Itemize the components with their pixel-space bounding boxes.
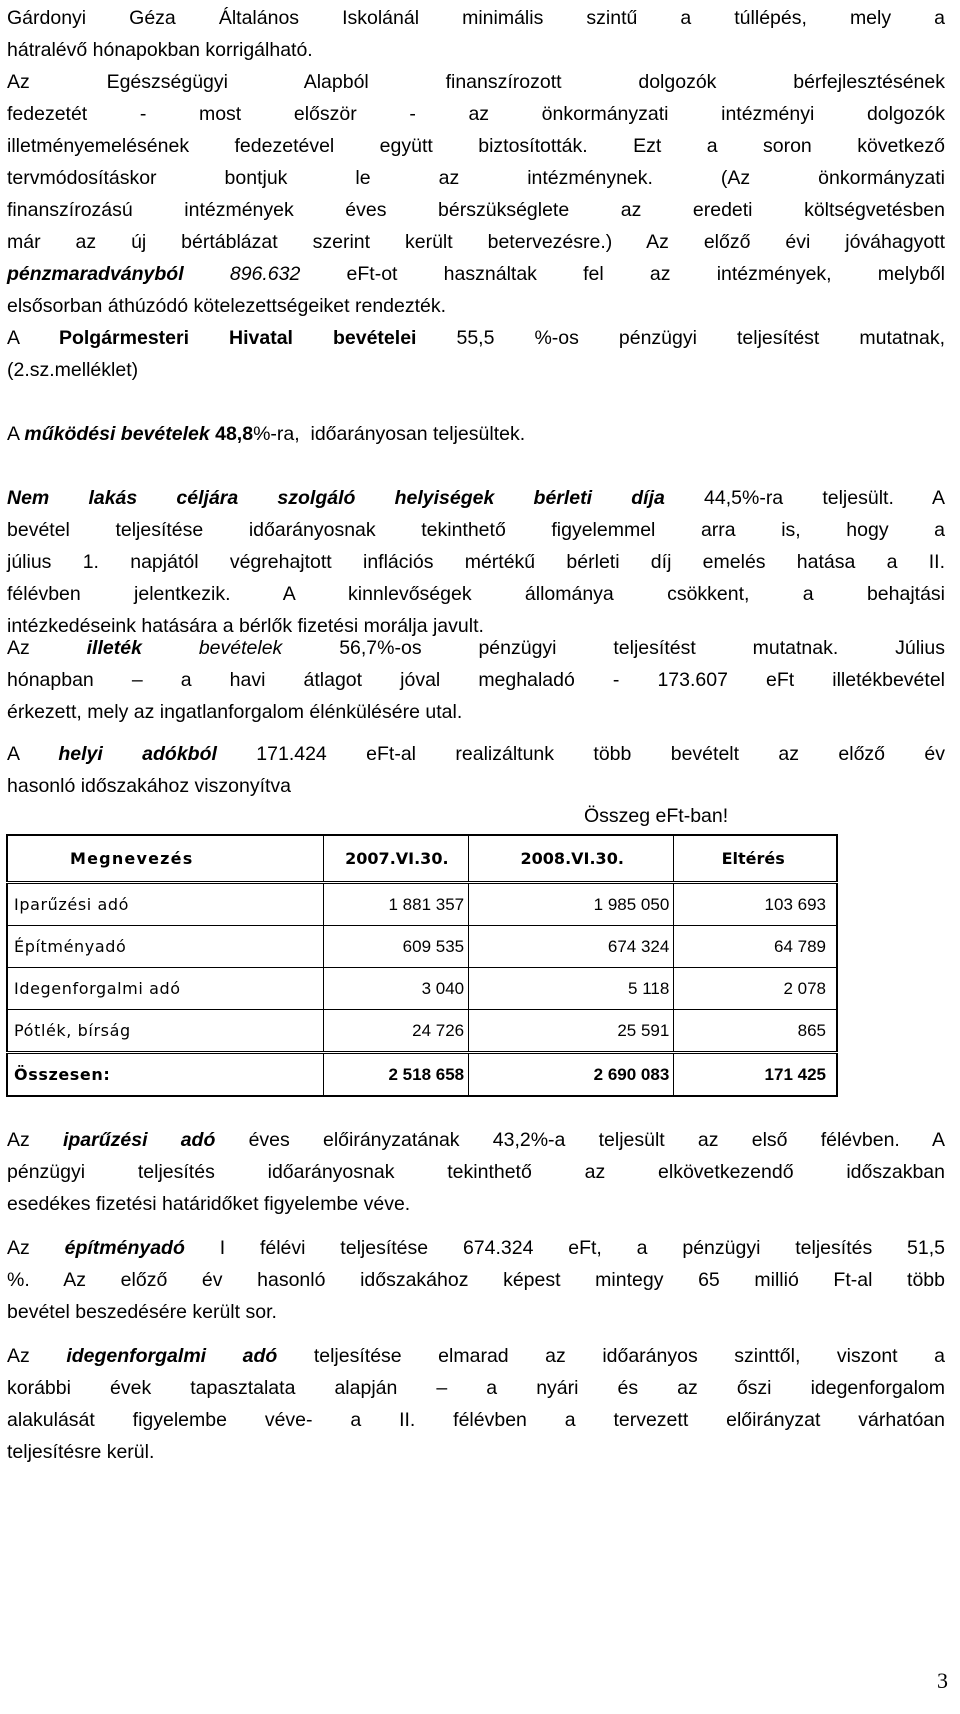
local-tax-table — [6, 834, 838, 1097]
text-line: érkezett, mely az ingatlanforgalom élénkülésére utal. — [7, 701, 463, 723]
text-line: félévben jelentkezik. A kinnlevőségek állománya csökkent, a behajtási — [7, 583, 945, 605]
total-label: Összesen: — [7, 1053, 323, 1097]
paragraph-rental-fees — [7, 482, 945, 642]
row-label: Építményadó — [7, 926, 323, 968]
text-line — [7, 322, 945, 354]
text-segment: A — [7, 423, 25, 445]
text-line: korábbi évek tapasztalata alapján – a nyári és az őszi idegenforgalom — [7, 1377, 945, 1399]
cell-2008: 674 324 — [469, 926, 674, 968]
text-segment: Az — [7, 637, 87, 659]
text-segment: teljesítése elmarad az időarányos szinttől, viszont a — [277, 1345, 945, 1367]
table-caption: Összeg eFt-ban! — [584, 805, 729, 827]
emphasis-text: építményadó — [64, 1237, 185, 1259]
text-segment: 56,7%-os pénzügyi teljesítést mutatnak. Július — [282, 637, 945, 659]
text-line — [7, 1232, 945, 1264]
cell-2007: 1 881 357 — [323, 883, 469, 926]
emphasis-text: idegenforgalmi adó — [66, 1345, 278, 1367]
text-line: Az Egészségügyi Alapból finanszírozott dolgozók bérfejlesztésének — [7, 71, 945, 93]
emphasis-text: iparűzési adó — [62, 1129, 216, 1151]
text-line: esedékes fizetési határidőket figyelembe véve. — [7, 1193, 411, 1215]
paragraph-mayor-office-revenue — [7, 322, 945, 386]
paragraph-school-overspend — [7, 2, 945, 66]
text-line — [7, 1340, 945, 1372]
table-row — [7, 883, 837, 926]
text-line: illetményemelésének fedezetével együtt biztosították. Ezt a soron következő — [7, 135, 945, 157]
page-number: 3 — [937, 1668, 948, 1693]
text-line: %. Az előző év hasonló időszakához képest mintegy 65 millió Ft-al több — [7, 1269, 945, 1291]
text-segment: A — [7, 743, 59, 765]
emphasis-text: .632 — [262, 263, 301, 285]
text-line: alakulását figyelembe véve- a II. félévben a tervezett előirányzat várhatóan — [7, 1409, 945, 1431]
paragraph-health-fund — [7, 66, 945, 322]
table-row — [7, 926, 837, 968]
total-difference: 171 425 — [674, 1053, 837, 1097]
emphasis-text: Nem lakás céljára szolgáló helyiségek bérleti díja — [7, 487, 665, 509]
text-line: elsősorban áthúzódó kötelezettségeiket rendezték. — [7, 295, 447, 317]
table-header-row — [7, 835, 837, 883]
text-segment: A — [7, 327, 59, 349]
text-line: (2.sz.melléklet) — [7, 359, 139, 381]
cell-difference: 64 789 — [674, 926, 837, 968]
emphasis-text: helyi adókból — [58, 743, 217, 765]
cell-2007: 24 726 — [323, 1010, 469, 1053]
text-line: bevétel beszedésére került sor. — [7, 1301, 277, 1323]
total-2008: 2 690 083 — [469, 1053, 674, 1097]
text-line — [7, 1124, 945, 1156]
emphasis-text: illeték — [86, 637, 142, 659]
cell-difference: 103 693 — [674, 883, 837, 926]
text-segment: éves előirányzatának 43,2%-a teljesült az első félévben. A — [215, 1129, 945, 1151]
text-segment: 55,5 %-os pénzügyi teljesítést mutatnak, — [416, 327, 945, 349]
table-row — [7, 1010, 837, 1053]
text-segment: 171.424 eFt-al realizáltunk több bevételt az előző év — [216, 743, 945, 765]
emphasis-text: 48,8 — [209, 423, 254, 445]
total-2007: 2 518 658 — [323, 1053, 469, 1097]
header-cell-2007: 2007.VI.30. — [323, 835, 469, 883]
cell-difference: 2 078 — [674, 968, 837, 1010]
paragraph-operating-revenue — [7, 418, 945, 450]
text-line: hónapban – a havi átlagot jóval meghaladó - 173.607 eFt illetékbevétel — [7, 669, 945, 691]
paragraph-building-tax — [7, 1232, 945, 1328]
text-segment: %-ra, időarányosan teljesültek. — [253, 423, 526, 445]
text-segment: Az — [7, 1129, 63, 1151]
text-segment: eFt-ot használtak fel az intézmények, melyből — [300, 263, 946, 285]
text-line — [7, 258, 945, 290]
text-line: hasonló időszakához viszonyítva — [7, 775, 291, 797]
cell-difference: 865 — [674, 1010, 837, 1053]
text-line — [7, 738, 945, 770]
emphasis-text: bevételek — [198, 637, 283, 659]
text-segment: I félévi teljesítése 674.324 eFt, a pénzügyi teljesítés 51,5 — [184, 1237, 945, 1259]
header-cell-difference: Eltérés — [674, 835, 837, 883]
paragraph-local-taxes — [7, 738, 945, 802]
text-line: már az új bértáblázat szerint került betervezésre.) Az előző évi jóváhagyott — [7, 231, 945, 253]
cell-2008: 25 591 — [469, 1010, 674, 1053]
text-line — [7, 632, 945, 664]
text-line: bevétel teljesítése időarányosnak tekinthető figyelemmel arra is, hogy a — [7, 519, 945, 541]
emphasis-text: pénzmaradványból — [7, 263, 184, 285]
table-total-row — [7, 1053, 837, 1097]
text-segment: Az — [7, 1237, 65, 1259]
text-line: július 1. napjától végrehajtott inflációs mértékű bérleti díj emelés hatása a II. — [7, 551, 945, 573]
emphasis-text: Polgármesteri Hivatal bevételei — [58, 327, 417, 349]
cell-2007: 609 535 — [323, 926, 469, 968]
text-line: pénzügyi teljesítés időarányosnak tekinthető az elkövetkezendő időszakban — [7, 1161, 945, 1183]
header-cell-2008: 2008.VI.30. — [469, 835, 674, 883]
text-segment: 44,5%-ra teljesült. A — [664, 487, 945, 509]
table-row — [7, 968, 837, 1010]
text-segment: Az — [7, 1345, 67, 1367]
paragraph-business-tax — [7, 1124, 945, 1220]
text-line: fedezetét - most először - az önkormányzati intézményi dolgozók — [7, 103, 945, 125]
paragraph-tourism-tax — [7, 1340, 945, 1468]
text-line — [7, 418, 945, 450]
text-line: finanszírozású intézmények éves bérszükséglete az eredeti költségvetésben — [7, 199, 945, 221]
text-line: hátralévő hónapokban korrigálható. — [7, 39, 313, 61]
cell-2008: 5 118 — [469, 968, 674, 1010]
header-cell-name: Megnevezés — [7, 835, 323, 883]
paragraph-duty-revenue — [7, 632, 945, 728]
emphasis-text: működési bevételek — [24, 423, 210, 445]
cell-2008: 1 985 050 — [469, 883, 674, 926]
cell-2007: 3 040 — [323, 968, 469, 1010]
text-line: teljesítésre kerül. — [7, 1441, 155, 1463]
row-label: Idegenforgalmi adó — [7, 968, 323, 1010]
text-segment — [142, 637, 199, 659]
text-line — [7, 482, 945, 514]
text-line: Gárdonyi Géza Általános Iskolánál minimális szintű a túllépés, mely a — [7, 7, 945, 29]
row-label: Pótlék, bírság — [7, 1010, 323, 1053]
row-label: Iparűzési adó — [7, 883, 323, 926]
emphasis-text: 896 — [183, 263, 263, 285]
text-line: intézkedéseink hatására a bérlők fizetési morálja javult. — [7, 615, 484, 637]
text-line: tervmódosításkor bontjuk le az intézménynek. (Az önkormányzati — [7, 167, 945, 189]
